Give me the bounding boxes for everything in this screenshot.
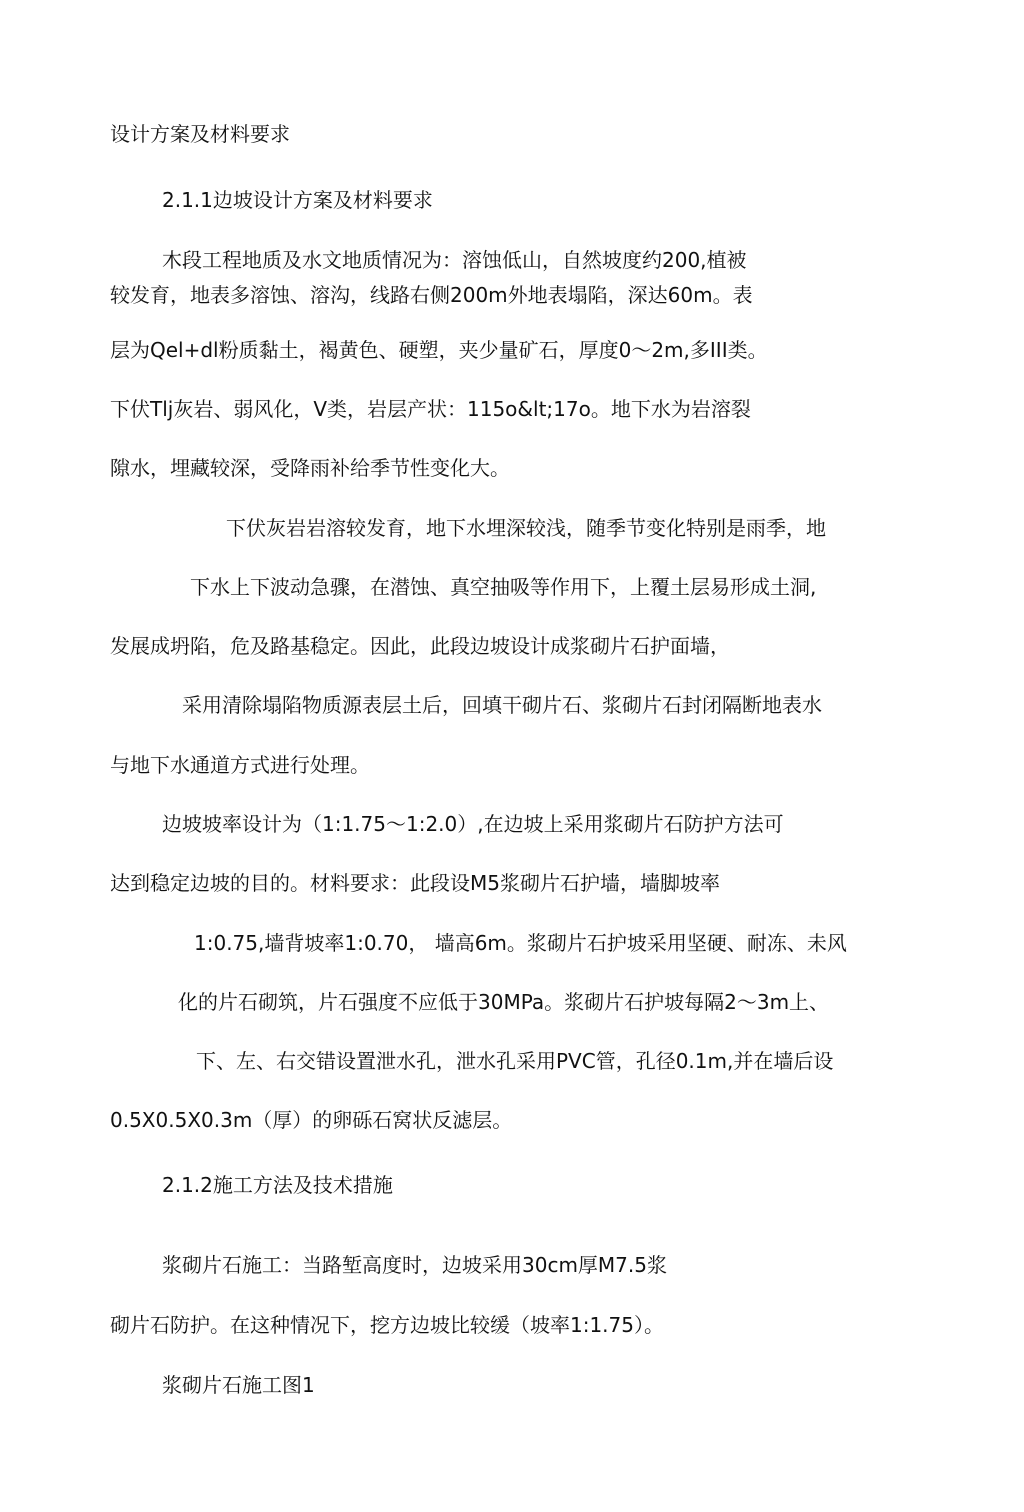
text-line: 发展成坍陷，危及路基稳定。因此，此段边坡设计成浆砌片石护面墙， bbox=[110, 634, 730, 658]
text-line: 0.5X0.5X0.3m（厚）的卵砾石窝状反滤层。 bbox=[110, 1108, 513, 1132]
text-line: 与地下水通道方式进行处理。 bbox=[110, 753, 370, 777]
text-line: 达到稳定边坡的目的。材料要求：此段设M5浆砌片石护墙，墙脚坡率 bbox=[110, 871, 720, 895]
text-line: 隙水，埋藏较深，受降雨补给季节性变化大。 bbox=[110, 456, 510, 480]
text-line: 浆砌片石施工：当路堑高度时，边坡采用30cm厚M7.5浆 bbox=[162, 1253, 667, 1277]
text-line: 砌片石防护。在这种情况下，挖方边坡比较缓（坡率1:1.75）。 bbox=[110, 1313, 664, 1337]
text-line: 下伏灰岩岩溶较发育，地下水埋深较浅，随季节变化特别是雨季，地 bbox=[226, 516, 826, 540]
section-title: 设计方案及材料要求 bbox=[110, 122, 290, 146]
text-line: 采用清除塌陷物质源表层土后，回填干砌片石、浆砌片石封闭隔断地表水 bbox=[182, 693, 822, 717]
text-line: 化的片石砌筑，片石强度不应低于30MPa。浆砌片石护坡每隔2～3m上、 bbox=[178, 990, 830, 1014]
figure-caption: 浆砌片石施工图1 bbox=[162, 1373, 315, 1397]
text-line: 1:0.75,墙背坡率1:0.70， 墙高6m。浆砌片石护坡采用坚硬、耐冻、未风 bbox=[194, 931, 847, 955]
text-line: 下伏Tlj灰岩、弱风化，V类，岩层产状：115o&lt;17o。地下水为岩溶裂 bbox=[110, 397, 751, 421]
text-line: 下水上下波动急骤，在潜蚀、真空抽吸等作用下，上覆土层易形成土洞, bbox=[190, 575, 817, 599]
text-line: 木段工程地质及水文地质情况为：溶蚀低山，自然坡度约200,植被 bbox=[162, 248, 747, 272]
text-line: 下、左、右交错设置泄水孔，泄水孔采用PVC管，孔径0.1m,并在墙后设 bbox=[196, 1049, 834, 1073]
subsection-heading-2-1-1: 2.1.1边坡设计方案及材料要求 bbox=[162, 188, 433, 212]
text-line: 层为Qel+dl粉质黏土，褐黄色、硬塑，夹少量矿石，厚度0～2m,多III类。 bbox=[110, 338, 768, 362]
text-line: 边坡坡率设计为（1:1.75～1:2.0）,在边坡上采用浆砌片石防护方法可 bbox=[162, 812, 784, 836]
text-line: 较发育，地表多溶蚀、溶沟，线路右侧200m外地表塌陷，深达60m。表 bbox=[110, 283, 753, 307]
subsection-heading-2-1-2: 2.1.2施工方法及技术措施 bbox=[162, 1173, 393, 1197]
